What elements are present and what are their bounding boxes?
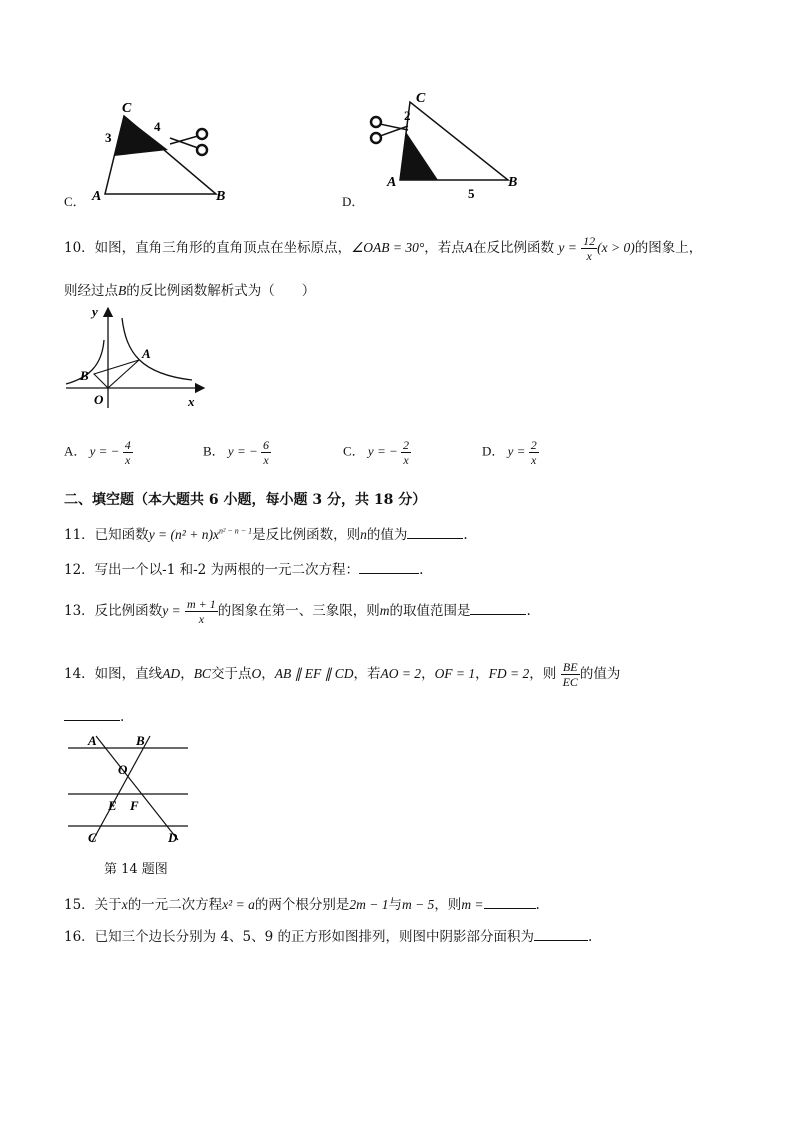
scissors-icon bbox=[371, 117, 408, 143]
q10-func-lhs: y = bbox=[558, 240, 577, 255]
q16-answer-blank[interactable] bbox=[534, 928, 588, 941]
label-o: O bbox=[118, 762, 128, 777]
line-ad bbox=[96, 736, 178, 840]
side-3-label: 3 bbox=[105, 130, 112, 145]
q11-expression: y = (n² + n)x bbox=[148, 527, 219, 542]
scissors-icon bbox=[170, 129, 207, 155]
triangle-oab bbox=[94, 360, 139, 388]
q10-text-a: 10．如图，直角三角形的直角顶点在坐标原点， bbox=[64, 240, 352, 256]
q16: 16．已知三个边长分别为 4、5、9 的正方形如图排列，则图中阴影部分面积为 . bbox=[64, 929, 593, 945]
side-4-label: 4 bbox=[154, 119, 161, 134]
q13-fraction: $\frac{m + 1}{x}$ bbox=[186, 597, 216, 626]
q15-equation: x² = a bbox=[222, 897, 255, 912]
option-d-label: D． bbox=[342, 194, 365, 209]
q14-answer-line: . bbox=[64, 708, 124, 725]
label-b: B bbox=[80, 368, 89, 383]
q10-option-d[interactable]: D． y = $\frac{2}{x}$ bbox=[482, 438, 537, 467]
q10-angle: ∠OAB = 30° bbox=[351, 240, 425, 255]
q14-parallel: AB ∥ EF ∥ CD bbox=[274, 666, 354, 681]
q10-option-b[interactable]: B． y = − $\frac{6}{x}$ bbox=[203, 438, 269, 467]
q10-coordinate-figure bbox=[62, 300, 212, 412]
q10-line2: 则经过点B的反比例函数解析式为（ ） bbox=[64, 283, 316, 299]
q11-answer-blank[interactable] bbox=[407, 526, 463, 539]
label-a: A bbox=[387, 175, 397, 190]
label-e: E bbox=[108, 798, 117, 813]
q12-answer-blank[interactable] bbox=[359, 561, 419, 574]
q15-answer-blank[interactable] bbox=[484, 896, 536, 909]
section-2-heading: 二、填空题（本大题共 6 小题，每小题 3 分，共 18 分） bbox=[64, 492, 427, 508]
label-b: B bbox=[508, 175, 518, 190]
side-2-label: 2 bbox=[404, 108, 411, 123]
q10-point-a: A bbox=[464, 240, 474, 255]
q10-option-c[interactable]: C． y = − $\frac{2}{x}$ bbox=[343, 438, 409, 467]
figure-c-triangle-cut bbox=[88, 98, 228, 202]
q10-text-b: ，若点 bbox=[424, 240, 465, 256]
label-c: C bbox=[416, 91, 426, 106]
label-o: O bbox=[94, 392, 104, 407]
side-5-label: 5 bbox=[468, 186, 475, 201]
q11: 11．已知函数$y = (n^2 + n)x^{n^2 - n - 1}$是反比例函数，则n的值为 . bbox=[64, 526, 468, 543]
label-d: D bbox=[168, 830, 178, 845]
label-y: y bbox=[92, 304, 98, 319]
figure-d-triangle-cut bbox=[366, 88, 526, 202]
q11-exponent: n² − n − 1 bbox=[218, 526, 253, 536]
q10-text-c: 在反比例函数 bbox=[473, 240, 555, 256]
label-f: F bbox=[130, 798, 139, 813]
q10-line1 bbox=[64, 234, 702, 263]
label-c: C bbox=[88, 830, 97, 845]
label-x: x bbox=[188, 394, 195, 409]
label-a: A bbox=[88, 733, 97, 748]
q14-figure bbox=[62, 730, 194, 848]
q14: 14．如图，直线AD，BC交于点O，AB ∥ EF ∥ CD，若AO = 2，OF = 1，FD = 2，则 $\frac{BE}{EC}$ 的值为 bbox=[64, 660, 621, 689]
q14-answer-blank[interactable] bbox=[64, 708, 120, 721]
q10-text-d: 的图象上， bbox=[634, 240, 703, 256]
q10-condition: (x > 0) bbox=[597, 240, 635, 255]
q15: 15．关于x的一元二次方程x² = a的两个根分别是2m − 1与m − 5，则m = . bbox=[64, 897, 540, 913]
q10-fraction: $\frac{12}{x}$ bbox=[583, 234, 596, 263]
q10-point-b: B bbox=[118, 283, 127, 298]
q12: 12．写出一个以-1 和-2 为两根的一元二次方程： . bbox=[64, 562, 424, 578]
q13: 13．反比例函数y = $\frac{m + 1}{x}$ 的图象在第一、三象限，则m的取值范围是 . bbox=[64, 597, 531, 626]
label-b: B bbox=[136, 733, 145, 748]
label-b: B bbox=[216, 189, 226, 202]
q14-figure-caption: 第 14 题图 bbox=[104, 862, 168, 877]
q14-fraction: $\frac{BE}{EC}$ bbox=[562, 660, 578, 689]
label-c: C bbox=[122, 101, 132, 116]
label-a: A bbox=[142, 346, 151, 361]
q10-option-a[interactable]: A． y = − $\frac{4}{x}$ bbox=[64, 438, 131, 467]
shaded-corner-d bbox=[400, 132, 438, 180]
q13-answer-blank[interactable] bbox=[470, 602, 526, 615]
curve-positive bbox=[122, 318, 192, 380]
option-c-label: C． bbox=[64, 194, 86, 209]
label-a: A bbox=[92, 189, 102, 202]
